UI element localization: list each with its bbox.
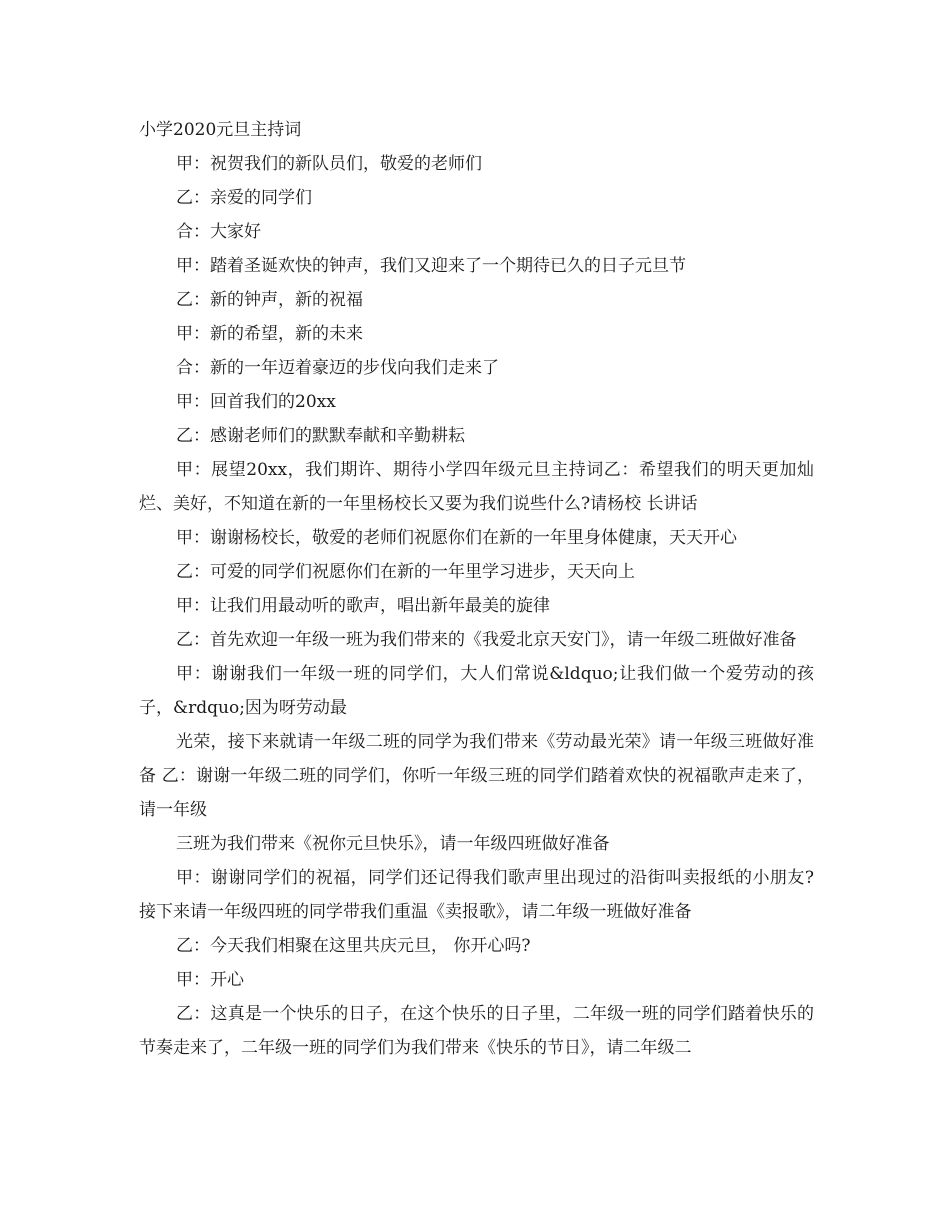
- paragraph: 乙：新的钟声，新的祝福: [176, 290, 363, 310]
- paragraph: 三班为我们带来《祝你元旦快乐》，请一年级四班做好准备: [176, 834, 610, 854]
- paragraph: 甲：谢谢我们一年级一班的同学们，大人们常说&ldquo;让我们做一个爱劳动的孩子，&rdquo;因为呀劳动最: [139, 664, 814, 718]
- paragraph: 乙：感谢老师们的默默奉献和辛勤耕耘: [176, 426, 465, 446]
- paragraph: 甲：谢谢同学们的祝福，同学们还记得我们歌声里出现过的沿街叫卖报纸的小朋友?接下来请一年级四班的同学带我们重温《卖报歌》，请二年级一班做好准备: [139, 868, 814, 922]
- paragraph: 甲：展望20xx，我们期许、期待小学四年级元旦主持词乙：希望我们的明天更加灿烂、美好，不知道在新的一年里杨校长又要为我们说些什么?请杨校 长讲话: [139, 460, 814, 514]
- paragraph: 甲：谢谢杨校长，敬爱的老师们祝愿你们在新的一年里身体健康，天天开心: [176, 528, 737, 548]
- paragraph: 乙：今天我们相聚在这里共庆元旦， 你开心吗?: [176, 936, 531, 956]
- document-title: 小学2020元旦主持词: [139, 120, 302, 140]
- paragraph: 甲：回首我们的20xx: [176, 392, 336, 412]
- paragraph: 甲：新的希望，新的未来: [176, 324, 363, 344]
- document-body: [139, 113, 814, 1065]
- paragraph: 甲：开心: [176, 970, 244, 990]
- paragraph: 乙：可爱的同学们祝愿你们在新的一年里学习进步，天天向上: [176, 562, 635, 582]
- paragraph: 甲：祝贺我们的新队员们，敬爱的老师们: [176, 154, 482, 174]
- paragraph: 合：大家好: [176, 222, 261, 242]
- paragraph: 乙：首先欢迎一年级一班为我们带来的《我爱北京天安门》，请一年级二班做好准备: [176, 630, 797, 650]
- paragraph: 乙：亲爱的同学们: [176, 188, 312, 208]
- paragraph: 光荣，接下来就请一年级二班的同学为我们带来《劳动最光荣》请一年级三班做好准备 乙：谢谢一年级二班的同学们，你听一年级三班的同学们踏着欢快的祝福歌声走来了，请一年级: [139, 732, 814, 820]
- paragraph: 甲：踏着圣诞欢快的钟声，我们又迎来了一个期待已久的日子元旦节: [176, 256, 686, 276]
- paragraph: 合：新的一年迈着豪迈的步伐向我们走来了: [176, 358, 499, 378]
- paragraph: 甲：让我们用最动听的歌声，唱出新年最美的旋律: [176, 596, 550, 616]
- paragraph: 乙：这真是一个快乐的日子，在这个快乐的日子里，二年级一班的同学们踏着快乐的节奏走来了，二年级一班的同学们为我们带来《快乐的节日》，请二年级二: [139, 1004, 814, 1058]
